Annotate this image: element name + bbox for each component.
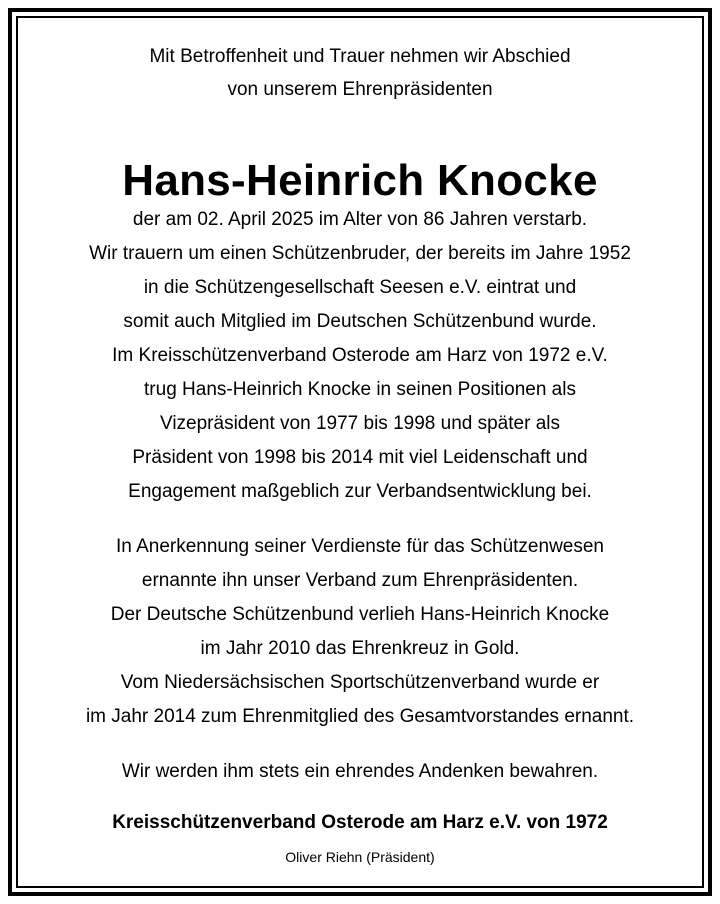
intro-line: von unserem Ehrenpräsidenten — [227, 79, 493, 100]
honors-line: ernannte ihn unser Verband zum Ehrenpräsidenten. — [141, 570, 579, 591]
biography-line: Im Kreisschützenverband Osterode am Harz von 1972 e.V. — [112, 345, 608, 366]
remembrance-paragraph — [18, 755, 702, 789]
obituary-notice — [18, 18, 702, 886]
biography-line: Präsident von 1998 bis 2014 mit viel Leidenschaft und — [132, 447, 588, 468]
signature-person: Oliver Riehn (Präsident) — [285, 849, 435, 865]
honors-line: im Jahr 2010 das Ehrenkreuz in Gold. — [200, 638, 520, 659]
biography-line: in die Schützengesellschaft Seesen e.V. eintrat und — [143, 277, 577, 298]
biography-line: Vizepräsident von 1977 bis 1998 und später als — [160, 413, 560, 434]
honors-paragraph — [18, 530, 702, 734]
biography-line: Engagement maßgeblich zur Verbandsentwicklung bei. — [128, 481, 592, 502]
honors-line: Vom Niedersächsischen Sportschützenverband wurde er — [120, 672, 600, 693]
biography-line: Wir trauern um einen Schützenbruder, der bereits im Jahre 1952 — [89, 243, 631, 264]
honors-line: In Anerkennung seiner Verdienste für das Schützenwesen — [116, 536, 604, 557]
honors-line: Der Deutsche Schützenbund verlieh Hans-Heinrich Knocke — [110, 604, 610, 625]
biography-paragraph — [18, 203, 702, 509]
intro-line: Mit Betroffenheit und Trauer nehmen wir Abschied — [149, 46, 571, 67]
intro-text — [18, 40, 702, 106]
biography-line: somit auch Mitglied im Deutschen Schützenbund wurde. — [123, 311, 597, 332]
honors-line: im Jahr 2014 zum Ehrenmitglied des Gesamtvorstandes ernannt. — [85, 706, 635, 727]
remembrance-line: Wir werden ihm stets ein ehrendes Andenken bewahren. — [121, 761, 599, 782]
deceased-name: Hans-Heinrich Knocke — [122, 156, 598, 206]
biography-line: trug Hans-Heinrich Knocke in seinen Positionen als — [144, 379, 576, 400]
biography-line: der am 02. April 2025 im Alter von 86 Jahren verstarb. — [132, 209, 588, 230]
signature-organization: Kreisschützenverband Osterode am Harz e.V. von 1972 — [112, 812, 608, 833]
